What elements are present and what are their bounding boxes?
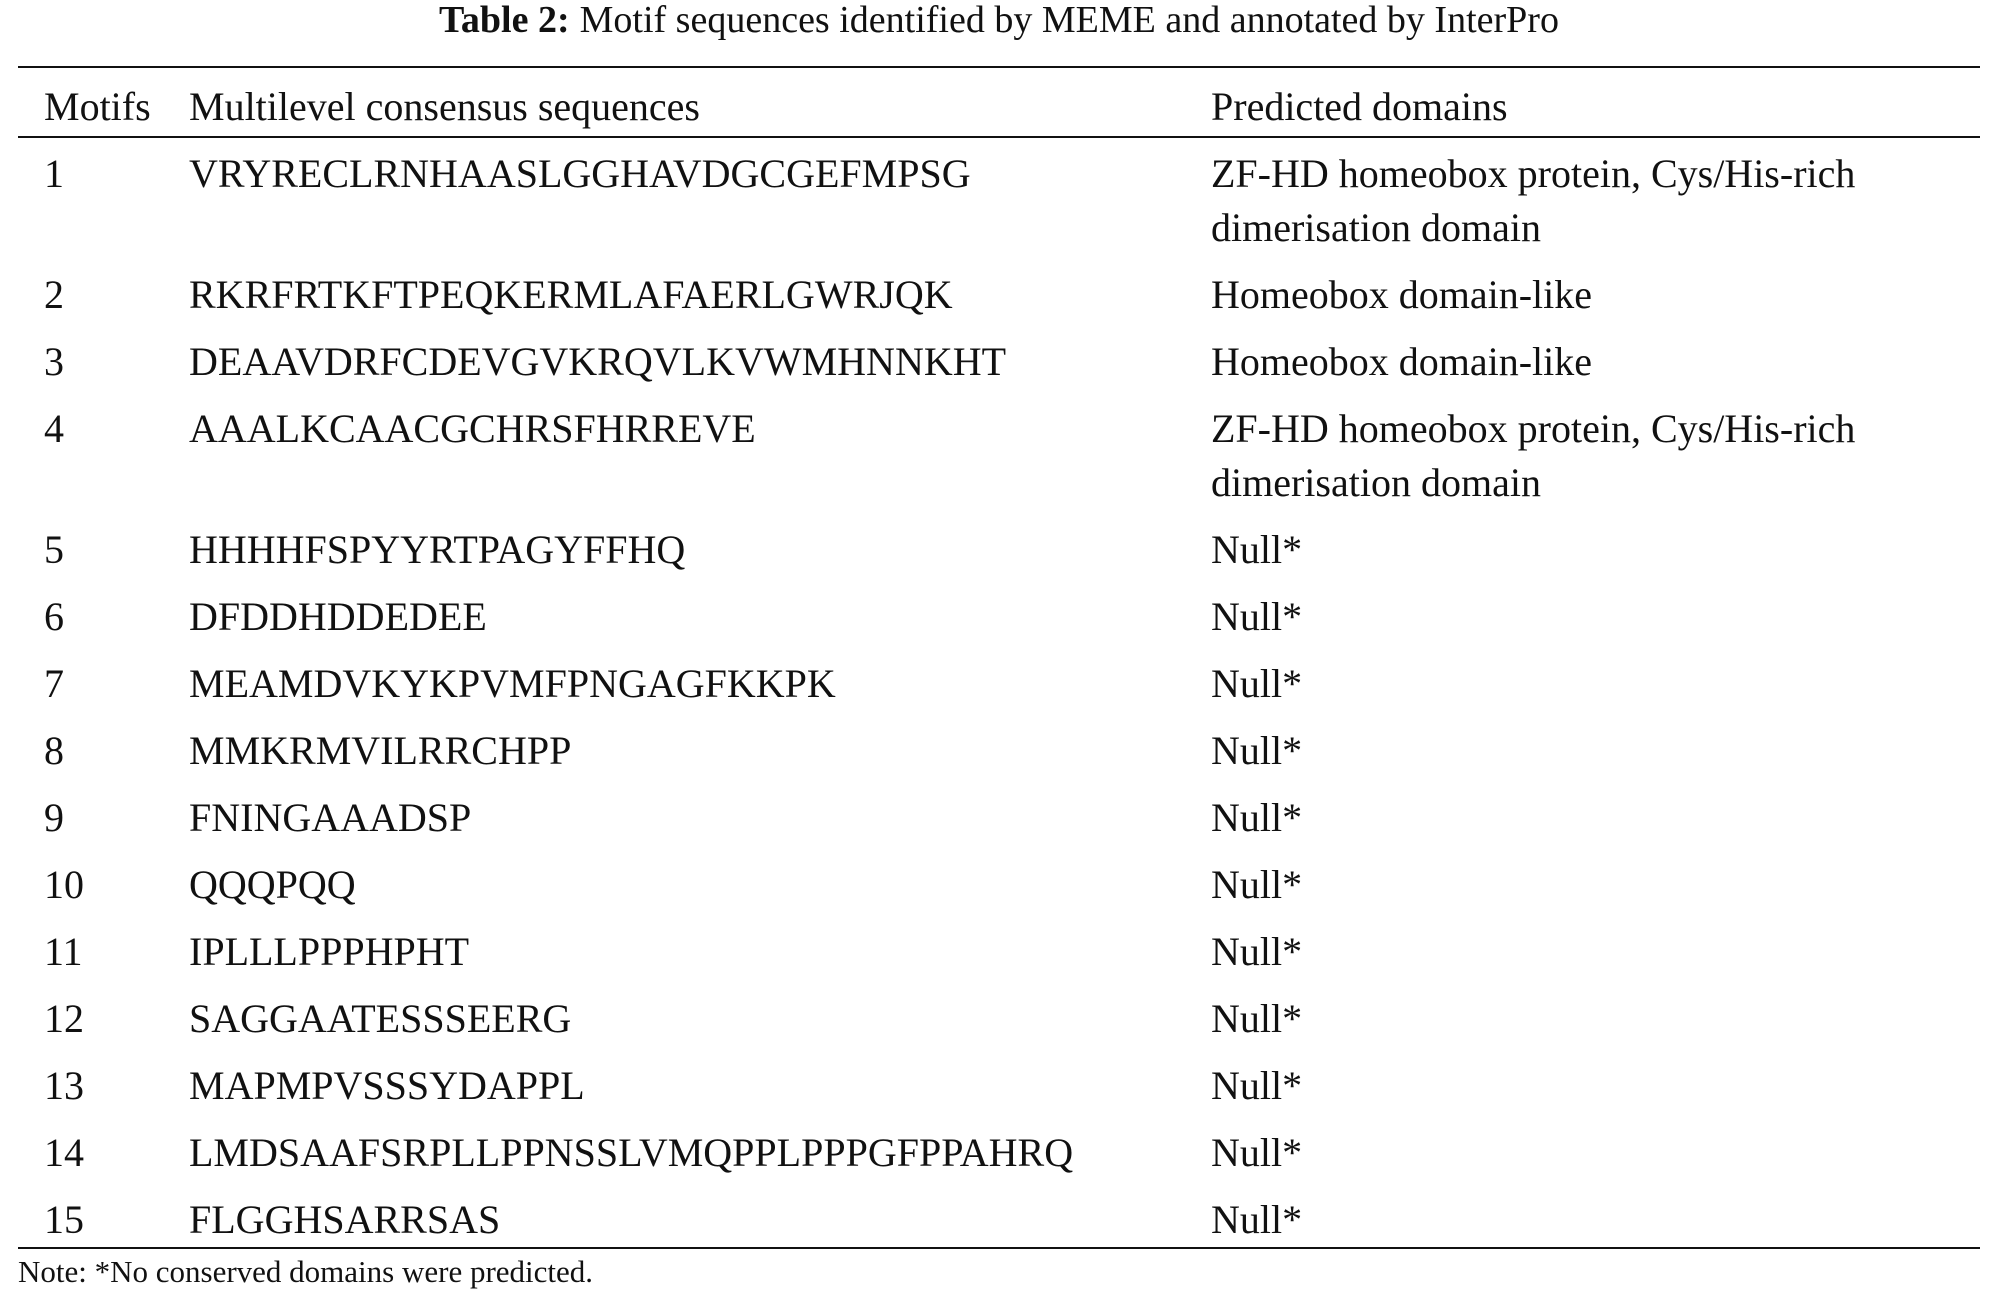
table-row — [18, 1120, 1980, 1187]
table-row — [18, 919, 1980, 986]
table-row — [18, 329, 1980, 396]
predicted-domain-cell: Null* — [1211, 795, 1303, 840]
header-motifs: Motifs — [44, 84, 151, 129]
table-row — [18, 396, 1980, 517]
consensus-sequence-cell: MMKRMVILRRCHPP — [189, 728, 572, 773]
consensus-sequence-cell: DFDDHDDEDEE — [189, 594, 487, 639]
predicted-domain-cell: Null* — [1211, 527, 1303, 572]
table-row — [18, 785, 1980, 852]
motif-number-cell: 15 — [44, 1197, 84, 1242]
table-body — [18, 137, 1980, 1248]
table-figure — [18, 0, 1980, 1289]
predicted-domain-cell: Null* — [1211, 594, 1303, 639]
consensus-sequence-cell: SAGGAATESSSEERG — [189, 996, 572, 1041]
motif-number-cell: 7 — [44, 661, 64, 706]
table-row — [18, 584, 1980, 651]
motif-number-cell: 13 — [44, 1063, 84, 1108]
consensus-sequence-cell: QQQPQQ — [189, 862, 356, 907]
consensus-sequence-cell: DEAAVDRFCDEVGVKRQVLKVWMHNNKHT — [189, 339, 1007, 384]
motif-number-cell: 12 — [44, 996, 84, 1041]
header-predicted-domains: Predicted domains — [1211, 84, 1508, 129]
table-header — [18, 67, 1980, 137]
consensus-sequence-cell: MAPMPVSSSYDAPPL — [189, 1063, 585, 1108]
consensus-sequence-cell: AAALKCAACGCHRSFHRREVE — [189, 406, 756, 451]
table-row — [18, 1187, 1980, 1248]
table-row — [18, 137, 1980, 262]
table-row — [18, 852, 1980, 919]
table-footnote: Note: *No conserved domains were predicted. — [18, 1254, 594, 1289]
predicted-domain-cell: Null* — [1211, 1130, 1303, 1175]
predicted-domain-cell: ZF-HD homeobox protein, Cys/His-rich dimerisation domain — [1211, 151, 1856, 250]
predicted-domain-cell: Homeobox domain-like — [1211, 339, 1593, 384]
table-row — [18, 718, 1980, 785]
predicted-domain-cell: Null* — [1211, 1197, 1303, 1242]
table-header-row — [18, 67, 1980, 137]
motif-number-cell: 2 — [44, 272, 64, 317]
consensus-sequence-cell: FLGGHSARRSAS — [189, 1197, 501, 1242]
motif-number-cell: 9 — [44, 795, 64, 840]
consensus-sequence-cell: HHHHFSPYYRTPAGYFFHQ — [189, 527, 686, 572]
consensus-sequence-cell: LMDSAAFSRPLLPPNSSLVMQPPLPPPGFPPAHRQ — [189, 1130, 1074, 1175]
consensus-sequence-cell: FNINGAAADSP — [189, 795, 472, 840]
table-row — [18, 1053, 1980, 1120]
motif-number-cell: 6 — [44, 594, 64, 639]
motif-number-cell: 8 — [44, 728, 64, 773]
predicted-domain-cell: Null* — [1211, 1063, 1303, 1108]
motif-number-cell: 1 — [44, 151, 64, 196]
consensus-sequence-cell: IPLLLPPPHPHT — [189, 929, 470, 974]
table-row — [18, 986, 1980, 1053]
table-caption-label: Table 2: — [439, 0, 570, 41]
predicted-domain-cell: ZF-HD homeobox protein, Cys/His-rich dimerisation domain — [1211, 406, 1856, 505]
predicted-domain-cell: Null* — [1211, 862, 1303, 907]
motif-table — [18, 66, 1980, 1249]
motif-number-cell: 14 — [44, 1130, 84, 1175]
predicted-domain-cell: Homeobox domain-like — [1211, 272, 1593, 317]
predicted-domain-cell: Null* — [1211, 661, 1303, 706]
consensus-sequence-cell: VRYRECLRNHAASLGGHAVDGCGEFMPSG — [189, 151, 971, 196]
table-row — [18, 517, 1980, 584]
table-caption — [18, 0, 1980, 40]
motif-number-cell: 11 — [44, 929, 83, 974]
predicted-domain-cell: Null* — [1211, 996, 1303, 1041]
table-row — [18, 262, 1980, 329]
table-row — [18, 651, 1980, 718]
motif-number-cell: 4 — [44, 406, 64, 451]
motif-number-cell: 5 — [44, 527, 64, 572]
consensus-sequence-cell: RKRFRTKFTPEQKERMLAFAERLGWRJQK — [189, 272, 953, 317]
consensus-sequence-cell: MEAMDVKYKPVMFPNGAGFKKPK — [189, 661, 836, 706]
motif-number-cell: 3 — [44, 339, 64, 384]
motif-number-cell: 10 — [44, 862, 84, 907]
predicted-domain-cell: Null* — [1211, 728, 1303, 773]
header-consensus-sequences: Multilevel consensus sequences — [189, 84, 700, 129]
predicted-domain-cell: Null* — [1211, 929, 1303, 974]
table-caption-text: Motif sequences identified by MEME and annotated by InterPro — [579, 0, 1559, 41]
